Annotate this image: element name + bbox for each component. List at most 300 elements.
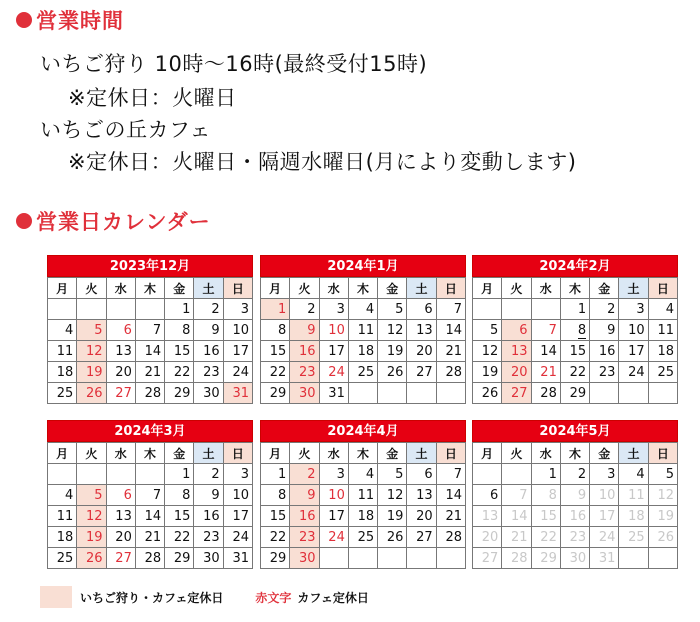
calendar-day [77, 362, 106, 383]
day-number: 14 [511, 508, 528, 524]
weekday-header: 月 [473, 443, 502, 464]
calendar-day [378, 485, 407, 506]
calendar-day [619, 341, 648, 362]
day-number: 28 [540, 385, 557, 401]
calendar-day [348, 320, 377, 341]
calendar-day [348, 464, 377, 485]
day-number: 21 [445, 343, 462, 359]
day-number: 11 [357, 487, 375, 503]
weekday-header: 日 [648, 443, 677, 464]
calendar-day [531, 506, 560, 527]
calendar-week [473, 527, 678, 548]
day-number: 27 [416, 364, 433, 380]
calendar-day [48, 464, 77, 485]
calendar-day [319, 383, 348, 404]
calendar-day [436, 527, 465, 548]
day-number: 31 [328, 385, 345, 401]
day-number: 19 [386, 508, 404, 524]
calendar-day [194, 485, 223, 506]
calendar-week [473, 320, 678, 341]
day-number: 13 [511, 343, 528, 359]
calendar-day [106, 485, 135, 506]
day-number: 17 [628, 343, 645, 359]
hours-line-cafe: いちごの丘カフェ [40, 118, 211, 142]
calendar-day [223, 341, 252, 362]
calendar-day [378, 506, 407, 527]
weekday-header: 水 [531, 278, 560, 299]
day-number: 16 [598, 343, 616, 359]
calendar-day [261, 320, 290, 341]
calendar-week [261, 506, 466, 527]
calendar-day [407, 362, 436, 383]
day-number: 9 [211, 487, 220, 503]
calendar-day [165, 320, 194, 341]
day-number: 11 [56, 508, 74, 524]
calendar-day [348, 548, 377, 569]
calendar-day [502, 527, 531, 548]
calendar-day [648, 362, 677, 383]
calendar-day [165, 299, 194, 320]
day-number: 9 [307, 487, 316, 503]
calendar-day [407, 299, 436, 320]
day-number: 1 [278, 301, 287, 317]
day-number: 28 [144, 550, 162, 566]
calendar-day [290, 527, 319, 548]
day-number: 26 [386, 529, 404, 545]
calendar-week [261, 548, 466, 569]
day-number: 26 [86, 385, 103, 401]
calendar-day [531, 527, 560, 548]
day-number: 17 [598, 508, 616, 524]
day-number: 30 [569, 550, 587, 566]
calendar-title: 2023年12月 [47, 255, 253, 277]
calendar-day [407, 506, 436, 527]
calendar-day [531, 383, 560, 404]
day-number: 18 [657, 343, 674, 359]
calendar-day [135, 320, 164, 341]
day-number: 10 [232, 322, 249, 338]
day-number: 24 [232, 364, 249, 380]
day-number: 15 [269, 343, 287, 359]
day-number: 8 [182, 322, 191, 338]
calendar-day [436, 485, 465, 506]
day-number: 29 [269, 550, 287, 566]
calendar-day [194, 362, 223, 383]
calendar-week [261, 383, 466, 404]
calendar-week [48, 299, 253, 320]
calendar-day [560, 383, 589, 404]
weekday-header: 火 [77, 443, 106, 464]
day-number: 31 [232, 550, 249, 566]
legend-red-text-desc: カフェ定休日 [297, 590, 369, 605]
day-number: 15 [173, 343, 191, 359]
calendar-day [648, 527, 677, 548]
day-number: 23 [203, 529, 220, 545]
calendar-day [77, 341, 106, 362]
day-number: 19 [86, 529, 103, 545]
day-number: 29 [173, 385, 191, 401]
bullet-icon [16, 213, 32, 229]
day-number: 11 [657, 322, 674, 338]
calendar-day [165, 548, 194, 569]
day-number: 16 [299, 508, 316, 524]
day-number: 7 [519, 487, 528, 503]
calendar-day [560, 548, 589, 569]
calendar-day [135, 506, 164, 527]
calendar-day [194, 527, 223, 548]
day-number: 26 [657, 529, 674, 545]
calendar-day [619, 362, 648, 383]
calendar-day [378, 341, 407, 362]
calendar-day [378, 527, 407, 548]
calendar-week [261, 362, 466, 383]
day-number: 9 [607, 322, 616, 338]
weekday-header: 水 [106, 443, 135, 464]
day-number: 19 [481, 364, 499, 380]
weekday-header: 月 [261, 443, 290, 464]
day-number: 30 [299, 550, 316, 566]
day-number: 4 [365, 301, 375, 317]
calendar-title: 2024年2月 [472, 255, 678, 277]
calendar-day [77, 320, 106, 341]
calendar-day [290, 362, 319, 383]
calendar-day [531, 320, 560, 341]
calendar-day [407, 527, 436, 548]
calendar-day [531, 362, 560, 383]
day-number: 24 [328, 364, 345, 380]
day-number: 5 [395, 301, 404, 317]
calendar-day [106, 506, 135, 527]
calendar-day [135, 527, 164, 548]
calendar-day [502, 362, 531, 383]
calendar-day [223, 299, 252, 320]
day-number: 2 [607, 301, 616, 317]
calendar-day [619, 506, 648, 527]
calendar-week [473, 383, 678, 404]
hours-line-strawberry-closed: ※定休日：火曜日 [68, 86, 237, 110]
calendar-grid [260, 442, 466, 569]
calendar-week [473, 341, 678, 362]
weekday-header: 火 [502, 278, 531, 299]
day-number: 5 [395, 466, 404, 482]
day-number: 19 [86, 364, 103, 380]
day-number: 26 [86, 550, 103, 566]
weekday-header: 土 [619, 278, 648, 299]
calendar-day [106, 341, 135, 362]
hours-heading [16, 5, 124, 35]
calendar-day [473, 383, 502, 404]
day-number: 13 [115, 343, 132, 359]
day-number: 4 [65, 487, 74, 503]
day-number: 12 [86, 508, 103, 524]
day-number: 28 [445, 364, 462, 380]
weekday-header: 水 [319, 278, 348, 299]
day-number: 21 [144, 364, 162, 380]
day-number: 13 [481, 508, 499, 524]
calendar-day [348, 527, 377, 548]
calendar-day [223, 320, 252, 341]
calendar-day [473, 299, 502, 320]
calendar-day [48, 485, 77, 506]
calendar-day [560, 299, 589, 320]
day-number: 2 [211, 301, 220, 317]
calendar-week [48, 485, 253, 506]
day-number: 4 [636, 466, 645, 482]
calendar-day [590, 464, 619, 485]
weekday-header: 木 [135, 278, 164, 299]
day-number: 1 [182, 466, 191, 482]
calendar-day [648, 548, 677, 569]
calendar-day [648, 485, 677, 506]
calendar-day [590, 341, 619, 362]
calendar-week [473, 464, 678, 485]
calendar-week [48, 341, 253, 362]
day-number: 27 [115, 550, 132, 566]
calendar-day [223, 548, 252, 569]
bullet-icon [16, 12, 32, 28]
calendar-day [194, 320, 223, 341]
day-number: 16 [299, 343, 316, 359]
calendar-month [47, 420, 253, 569]
legend [40, 586, 369, 608]
day-number: 16 [203, 508, 220, 524]
calendar-day [590, 320, 619, 341]
day-number: 13 [115, 508, 132, 524]
day-number: 5 [94, 322, 103, 338]
day-number: 12 [386, 487, 404, 503]
weekday-header: 日 [648, 278, 677, 299]
day-number: 17 [328, 343, 345, 359]
day-number: 23 [598, 364, 616, 380]
hours-line-cafe-closed: ※定休日：火曜日・隔週水曜日(月により変動します) [68, 150, 577, 174]
day-number: 6 [519, 322, 528, 338]
day-number: 1 [548, 466, 557, 482]
legend-red-text-label: 赤文字 [255, 590, 292, 605]
day-number: 25 [357, 364, 375, 380]
calendar-day [77, 464, 106, 485]
calendar-day [319, 362, 348, 383]
weekday-header: 日 [436, 443, 465, 464]
day-number: 31 [232, 385, 249, 401]
calendar-day [502, 464, 531, 485]
day-number: 8 [182, 487, 191, 503]
calendar-day [348, 383, 377, 404]
weekday-header: 土 [619, 443, 648, 464]
calendar-day [48, 527, 77, 548]
calendar-day [502, 320, 531, 341]
calendar-title: 2024年4月 [260, 420, 466, 442]
day-number: 27 [481, 550, 499, 566]
day-number: 22 [269, 529, 287, 545]
calendar-day [378, 299, 407, 320]
calendar-day [135, 464, 164, 485]
calendar-day [261, 527, 290, 548]
calendar-day [194, 464, 223, 485]
weekday-header: 木 [135, 443, 164, 464]
calendar-week [48, 383, 253, 404]
day-number: 25 [56, 550, 74, 566]
day-number: 29 [569, 385, 587, 401]
day-number: 15 [540, 508, 557, 524]
calendar-day [319, 485, 348, 506]
calendar-day [407, 383, 436, 404]
calendar-day [436, 320, 465, 341]
calendar-grid [47, 442, 253, 569]
day-number: 6 [123, 487, 132, 503]
calendar-day [223, 383, 252, 404]
calendar-day [502, 485, 531, 506]
calendar-day [378, 362, 407, 383]
calendar-day [48, 506, 77, 527]
day-number: 8 [278, 322, 287, 338]
calendar-day [473, 320, 502, 341]
calendar-day [473, 527, 502, 548]
day-number: 20 [416, 508, 433, 524]
calendar-day [436, 506, 465, 527]
calendar-month [260, 255, 466, 404]
calendar-day [436, 299, 465, 320]
calendar-day [473, 548, 502, 569]
day-number: 9 [211, 322, 220, 338]
calendar-day [648, 383, 677, 404]
calendar-day [473, 464, 502, 485]
calendar-day [194, 506, 223, 527]
calendar-day [290, 464, 319, 485]
weekday-header: 火 [77, 278, 106, 299]
calendar-day [619, 464, 648, 485]
calendar-day [590, 362, 619, 383]
weekday-header: 木 [348, 278, 377, 299]
calendar-week [473, 506, 678, 527]
day-number: 13 [416, 487, 433, 503]
calendar-week [48, 464, 253, 485]
calendar-day [135, 383, 164, 404]
calendar-day [502, 383, 531, 404]
day-number: 24 [328, 529, 345, 545]
calendar-week [473, 362, 678, 383]
weekday-header: 月 [48, 278, 77, 299]
calendar-month [47, 255, 253, 404]
calendar-day [348, 362, 377, 383]
day-number: 6 [123, 322, 132, 338]
calendar-day [473, 362, 502, 383]
calendar-day [106, 320, 135, 341]
weekday-header: 日 [223, 443, 252, 464]
calendar-day [590, 485, 619, 506]
day-number: 11 [628, 487, 645, 503]
day-number: 23 [203, 364, 220, 380]
day-number: 8 [548, 487, 557, 503]
calendar-day [290, 383, 319, 404]
day-number: 25 [657, 364, 674, 380]
day-number: 9 [577, 487, 587, 503]
calendar-grid [472, 277, 678, 404]
calendar-day [436, 464, 465, 485]
calendar-day [619, 383, 648, 404]
day-number: 5 [94, 487, 103, 503]
calendar-day [378, 464, 407, 485]
calendar-day [223, 464, 252, 485]
calendar-week [261, 485, 466, 506]
day-number: 25 [56, 385, 74, 401]
weekday-header: 月 [261, 278, 290, 299]
day-number: 7 [548, 322, 557, 338]
calendar-day [502, 548, 531, 569]
calendar-day [290, 506, 319, 527]
calendar-day [560, 485, 589, 506]
day-number: 1 [577, 301, 587, 317]
day-number: 2 [577, 466, 587, 482]
day-number: 23 [299, 529, 316, 545]
day-number: 22 [569, 364, 587, 380]
day-number: 28 [144, 385, 162, 401]
calendar-day [590, 527, 619, 548]
calendar-day [77, 506, 106, 527]
calendar-title: 2024年1月 [260, 255, 466, 277]
calendar-day [502, 506, 531, 527]
day-number: 16 [203, 343, 220, 359]
day-number: 24 [628, 364, 645, 380]
day-number: 10 [328, 322, 345, 338]
calendar-day [531, 485, 560, 506]
calendar-day [648, 506, 677, 527]
day-number: 14 [445, 322, 462, 338]
calendar-day [378, 383, 407, 404]
calendar-week [261, 341, 466, 362]
calendar-day [165, 362, 194, 383]
weekday-header: 金 [378, 278, 407, 299]
calendar-day [560, 506, 589, 527]
day-number: 30 [203, 550, 220, 566]
day-number: 4 [365, 466, 375, 482]
day-number: 11 [357, 322, 375, 338]
calendar-day [261, 485, 290, 506]
calendar-day [473, 506, 502, 527]
weekday-header: 土 [407, 278, 436, 299]
day-number: 3 [336, 301, 345, 317]
hours-line-strawberry: いちご狩り 10時〜16時(最終受付15時) [40, 52, 428, 76]
calendar-day [106, 464, 135, 485]
weekday-header: 水 [531, 443, 560, 464]
weekday-header: 木 [560, 278, 589, 299]
calendar-heading [16, 206, 211, 236]
day-number: 28 [511, 550, 528, 566]
calendar-day [165, 506, 194, 527]
weekday-header: 土 [194, 278, 223, 299]
day-number: 20 [115, 529, 132, 545]
calendar-day [48, 320, 77, 341]
calendar-week [48, 506, 253, 527]
calendar-day [106, 362, 135, 383]
calendar-day [348, 299, 377, 320]
calendar-day [560, 527, 589, 548]
day-number: 21 [540, 364, 557, 380]
day-number: 7 [152, 487, 162, 503]
calendar-day [436, 548, 465, 569]
weekday-header: 水 [106, 278, 135, 299]
day-number: 8 [577, 322, 587, 338]
calendar-day [223, 506, 252, 527]
calendar-day [619, 299, 648, 320]
calendar-day [319, 548, 348, 569]
calendar-day [648, 320, 677, 341]
calendar-day [194, 383, 223, 404]
calendar-day [165, 383, 194, 404]
calendar-week [473, 299, 678, 320]
day-number: 4 [65, 322, 74, 338]
calendar-day [135, 341, 164, 362]
calendar-day [48, 548, 77, 569]
